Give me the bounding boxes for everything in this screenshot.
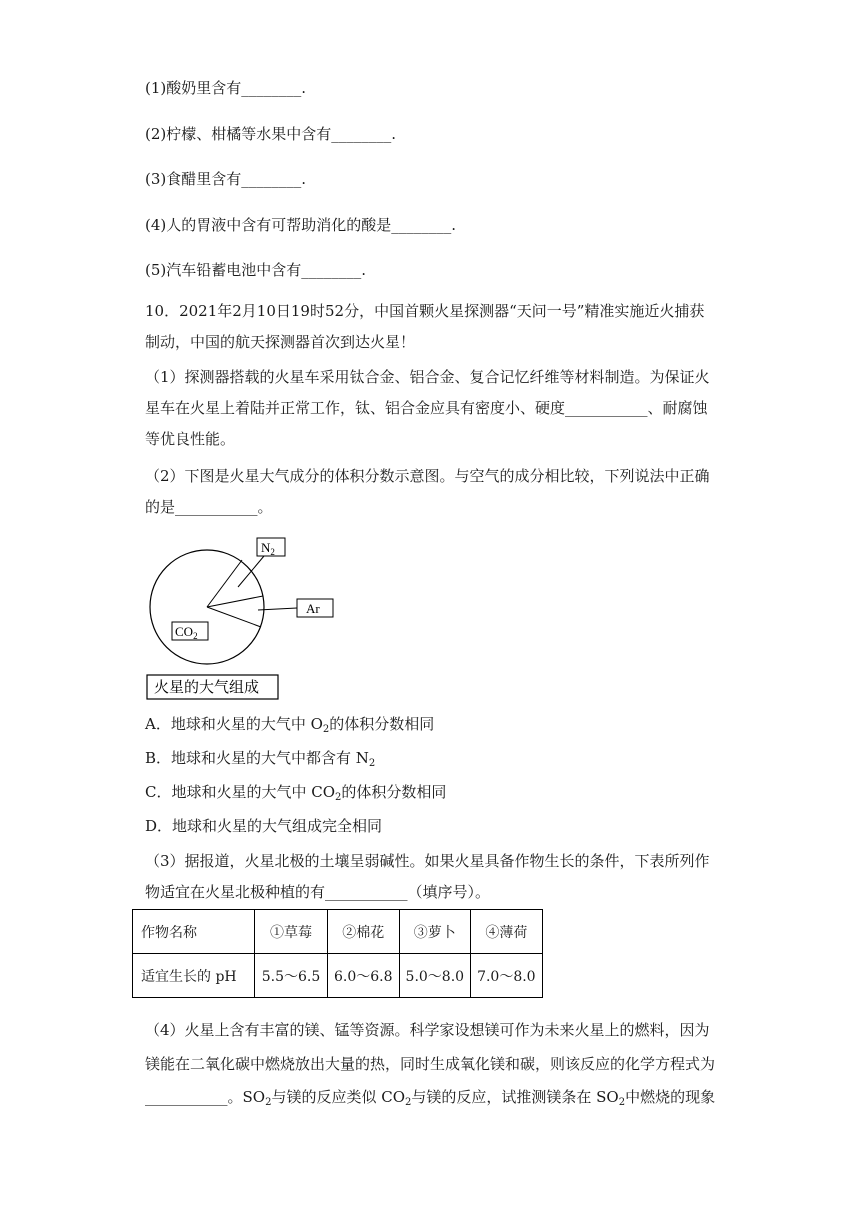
sub-question-5: (5)汽车铅蓄电池中含有________. <box>145 261 367 279</box>
diagram-caption: 火星的大气组成 <box>154 678 260 696</box>
option-d: D．地球和火星的大气组成完全相同 <box>145 817 383 835</box>
question-10-part-4-line-3: ___________。$SO_2$与镁的反应类似 $CO_2$与镁的反应，试推测镁条在 $SO_2$中燃烧的现象 <box>145 1088 716 1108</box>
table-cell: ③萝卜 <box>399 910 471 954</box>
option-c: C．地球和火星的大气中 $CO_2$的体积分数相同 <box>145 783 447 803</box>
option-b: B．地球和火星的大气中都含有 $N_2$ <box>145 749 376 769</box>
option-a: A．地球和火星的大气中 $O_2$的体积分数相同 <box>145 715 435 735</box>
crop-ph-table <box>132 909 543 998</box>
question-10-part-2: （2）下图是火星大气成分的体积分数示意图。与空气的成分相比较，下列说法中正确的是___________。 <box>145 467 710 516</box>
label-ar: Ar <box>306 601 320 616</box>
label-n2: $N_2$ <box>261 540 275 557</box>
table-cell: ④薄荷 <box>471 910 543 954</box>
question-10-part-1: （1）探测器搭载的火星车采用钛合金、铝合金、复合记忆纤维等材料制造。为保证火星车在火星上着陆并正常工作，钛、铝合金应具有密度小、硬度___________、耐腐蚀等优良性能。 <box>145 368 710 448</box>
table-cell: 5.0～8.0 <box>399 954 471 998</box>
sub-question-1: (1)酸奶里含有________. <box>145 79 307 97</box>
sub-question-2: (2)柠檬、柑橘等水果中含有________. <box>145 125 397 143</box>
pie-divider-n2 <box>207 560 242 607</box>
sub-question-3: (3)食醋里含有________. <box>145 170 307 188</box>
question-10-part-3: （3）据报道，火星北极的土壤呈弱碱性。如果火星具备作物生长的条件，下表所列作物适宜在火星北极种植的有___________（填序号）。 <box>145 852 710 901</box>
pie-divider-ar-top <box>207 596 263 607</box>
table-cell: 作物名称 <box>133 910 255 954</box>
table-row <box>133 954 543 998</box>
table-cell: 6.0～6.8 <box>328 954 400 998</box>
sub-question-4: (4)人的胃液中含有可帮助消化的酸是________. <box>145 216 457 234</box>
table-cell: 适宜生长的 pH <box>133 954 255 998</box>
table-row <box>133 910 543 954</box>
question-10-intro: 10．2021年2月10日19时52分，中国首颗火星探测器“天问一号”精准实施近火捕获制动，中国的航天探测器首次到达火星！ <box>145 302 705 351</box>
mars-atmosphere-diagram <box>140 532 340 702</box>
table-cell: 5.5～6.5 <box>255 954 328 998</box>
table-cell: ②棉花 <box>328 910 400 954</box>
question-10-part-4-line-2: 镁能在二氧化碳中燃烧放出大量的热，同时生成氧化镁和碳，则该反应的化学方程式为 <box>145 1055 716 1073</box>
pie-divider-ar-bottom <box>207 607 261 627</box>
table-cell: 7.0～8.0 <box>471 954 543 998</box>
label-co2: $CO_2$ <box>175 624 198 641</box>
question-10-part-4-line-1: （4）火星上含有丰富的镁、锰等资源。科学家设想镁可作为未来火星上的燃料，因为 <box>145 1021 710 1039</box>
table-cell: ①草莓 <box>255 910 328 954</box>
